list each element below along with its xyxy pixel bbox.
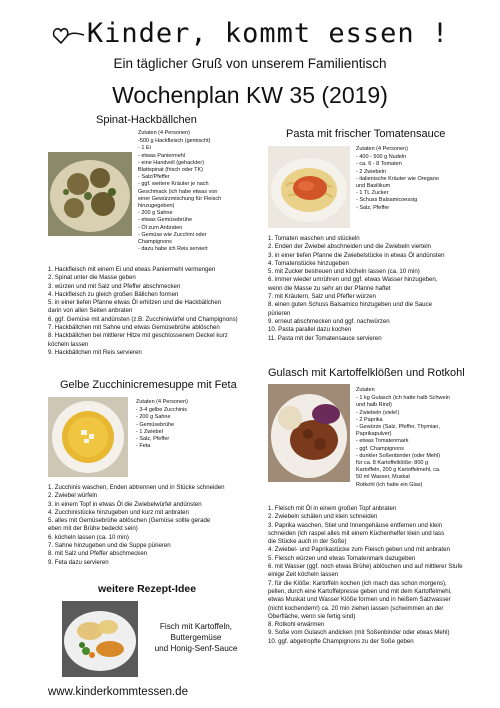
ingredients-pasta	[356, 146, 439, 212]
step-line: 9. erneut abschmecken und ggf. nachwürzen	[268, 317, 390, 325]
step-line: 8. Hackbällchen bei mittlerer Hitze mit geschlossenem Deckel kurz	[48, 332, 228, 340]
ingredient-line: - etwas Tomatenmark	[356, 438, 409, 445]
ingredient-line: - Schuss Balsamicoessig	[356, 197, 418, 204]
step-line: (nicht kochendem!) ca. 20 min ziehen lassen (schwimmen an der	[268, 604, 444, 612]
ingredient-line: - 3-4 gelbe Zucchinis	[136, 407, 188, 414]
step-line: 4. Hackfleisch zu gleich großen Bällchen formen	[48, 290, 179, 298]
soup-photo	[48, 397, 128, 477]
ingredient-line: - 400 - 500 g Nudeln	[356, 154, 407, 161]
ingredient-line: - dunkler Soßenbinder (oder Mehl)	[356, 452, 441, 459]
steps-pasta	[268, 235, 445, 343]
step-line: wenn die Masse zu sehr an der Pfanne haftet	[268, 284, 391, 292]
ingredient-line: - Gemüse wie Zucchini oder	[138, 231, 207, 238]
step-line: pürieren	[268, 309, 291, 317]
ingredient-line: und halb Rind)	[356, 402, 392, 409]
ingredients-suppe	[136, 399, 188, 450]
ingredient-line: - Salz/Pfeffer	[138, 174, 170, 181]
brand-name: Kinder, kommt essen !	[86, 18, 450, 49]
step-line: eben mit der Brühe bedeckt sein)	[48, 525, 138, 533]
ingredients-spinat	[138, 130, 221, 253]
extra-line: Fisch mit Kartoffeln,	[159, 622, 233, 631]
tagline: Ein täglicher Gruß von unserem Familientisch	[113, 56, 387, 71]
ingredient-line: - ca. 6 - 8 Tomaten	[356, 161, 402, 168]
ingredient-line: - 2 Zwiebeln	[356, 168, 386, 175]
ingredient-line: Blattspinat (frisch oder TK)	[138, 167, 204, 174]
step-line: 5. in einer tiefen Pfanne etwas Öl erhitzen und die Hackbällchen	[48, 299, 222, 307]
extra-line: Buttergemüse	[170, 633, 222, 642]
recipe-title-spinat: Spinat-Hackbällchen	[96, 114, 197, 126]
week-title: Wochenplan KW 35 (2019)	[112, 82, 388, 108]
step-line: 3. würzen und mit Salz und Pfeffer abschmecken	[48, 282, 181, 290]
extra-recipe-text	[140, 621, 252, 654]
ingredient-line: Paprikapulver)	[356, 431, 392, 438]
ingredient-line: - eine Handvoll (gehackter)	[138, 159, 205, 166]
ingredients-heading: Zutaten (4 Personen)	[356, 146, 408, 152]
step-line: die Stücke auch in der Soße)	[268, 538, 347, 546]
ingredient-line: - italienische Kräuter wie Oregano	[356, 175, 439, 182]
ingredient-line: -500 g Hackfleisch (gemischt)	[138, 138, 211, 145]
step-line: 7. Hackbällchen mit Sahne und etwas Gemüsebrühe ablöschen	[48, 324, 220, 332]
step-line: 7. für die Klöße: Kartoffeln kochen (ich mach das schon morgens),	[268, 579, 447, 587]
step-line: 1. Zucchinis waschen, Enden abtrennen und in Stücke schneiden	[48, 484, 225, 491]
ingredient-line: 50 ml Wasser, Muskat	[356, 474, 410, 481]
step-line: 6. mit Wasser (ggf. noch etwas Brühe) ablöschen und auf mittlerer Stufe	[268, 563, 463, 571]
ingredient-line: - Gewürze (Salz, Pfeffer, Thymian,	[356, 424, 440, 431]
ingredient-line: einer Gewürzmischung für Fleisch	[138, 195, 222, 202]
step-line: 8. mit Salz und Pfeffer abschmecken	[48, 550, 148, 558]
ingredient-line: hinzugegeben)	[138, 203, 175, 210]
step-line: darin von allen Seiten anbraten	[48, 307, 133, 315]
step-line: 9. Feta dazu servieren	[48, 558, 109, 566]
ingredients-gulasch	[356, 387, 450, 489]
ingredient-line: - etwas Paniermehl	[138, 152, 186, 159]
pasta-photo	[268, 146, 350, 228]
ingredients-heading: Zutaten (4 Personen)	[136, 399, 188, 405]
step-line: 2. Spinat unter die Masse geben	[48, 274, 136, 282]
steps-spinat	[48, 266, 238, 357]
ingredient-line: - ggf. weitere Kräuter je nach	[138, 181, 209, 188]
ingredient-line: - 1 kg Gulasch (ich hatte halb Schwein	[356, 395, 450, 402]
step-line: 9. Soße vom Gulasch andicken (mit Soßenbinder oder etwas Mehl)	[268, 629, 450, 637]
ingredient-line: - Salz, Pfeffer	[136, 436, 170, 443]
heart-icon	[51, 24, 85, 46]
step-line: einige Zeit köcheln lassen	[268, 571, 339, 579]
step-line: Oberfläche, wenn sie fertig sind)	[268, 612, 356, 620]
step-line: 8. Rotkohl erwärmen	[268, 621, 325, 629]
ingredient-line: - dazu habe ich Reis serviert	[138, 246, 208, 253]
step-line: 7. Sahne hinzugeben und die Suppe pürieren	[48, 542, 171, 550]
ingredient-line: - Feta	[136, 443, 151, 450]
step-line: 10. Pasta parallel dazu kochen	[268, 326, 352, 334]
fish-photo	[62, 601, 138, 677]
recipe-title-suppe: Gelbe Zucchinicremesuppe mit Feta	[60, 379, 237, 391]
goulash-photo	[268, 384, 350, 482]
ingredient-line: Kartoffeln, 200 g Kartoffelmehl, ca.	[356, 467, 441, 474]
ingredient-line: Geschmack (ich habe etwas von	[138, 188, 218, 195]
step-line: 4. Zwiebel- und Paprikastücke zum Fleisch geben und mit anbraten	[268, 546, 450, 554]
step-line: 5. Fleisch würzen und etwas Tomatenmark dazugeben	[268, 554, 416, 562]
step-line: pellen, durch eine Kartoffelpresse geben und mit dem Kartoffelmehl,	[268, 587, 452, 595]
meatball-photo	[48, 152, 132, 236]
step-line: 1. Tomaten waschen und stückeln	[268, 235, 360, 242]
ingredient-line: - 2 Paprika	[356, 416, 383, 423]
step-line: 2. Enden der Zwiebel abschneiden und die Zwiebeln vierteln	[268, 243, 431, 251]
step-line: 6. immer wieder umrühren und ggf. etwas Wasser hinzugeben,	[268, 276, 438, 284]
extra-recipe-heading: weitere Rezept-Idee	[98, 583, 197, 595]
ingredient-line: - Zwiebeln (viele!)	[356, 409, 400, 416]
ingredient-line: - etwas Gemüsebrühe	[138, 217, 193, 224]
step-line: 11. Pasta mit der Tomatensauce servieren	[268, 334, 382, 342]
recipe-title-gulasch: Gulasch mit Kartoffelklößen und Rotkohl	[268, 367, 465, 379]
step-line: 7. mit Kräutern, Salz und Pfeffer würzen	[268, 293, 376, 301]
ingredient-line: Rotkohl (ich hatte ein Glas)	[356, 481, 423, 488]
step-line: 3. Paprika waschen, Stiel und Innengehäuse entfernen und klein	[268, 521, 443, 529]
step-line: köcheln lassen	[48, 340, 89, 348]
step-line: 8. einen guten Schuss Balsamico hinzugeben und die Sauce	[268, 301, 432, 309]
ingredients-heading: Zutaten (4 Personen)	[138, 130, 190, 136]
ingredient-line: - Öl zum Anbraten	[138, 224, 183, 231]
ingredient-line: - ggf. Champignons	[356, 445, 404, 452]
ingredient-line: für ca. 8 Kartoffelklöße: 800 g	[356, 460, 429, 467]
step-line: 1. Fleisch mit Öl in einem großen Topf anbraten	[268, 505, 397, 512]
ingredient-line: - 1 Ei	[138, 145, 151, 152]
ingredient-line: und Basilikum	[356, 183, 391, 190]
step-line: 5. mit Zucker bestreuen und köcheln lassen (ca. 10 min)	[268, 268, 420, 276]
ingredient-line: - 200 g Sahne	[138, 210, 173, 217]
step-line: etwas Muskat und Wasser Klöße formen und in heißem Salzwasser	[268, 596, 451, 604]
brand-logo	[0, 18, 500, 49]
step-line: 10. ggf. abgetropfte Champignons zu der Soße geben	[268, 637, 414, 645]
step-line: 4. Tomatenstücke hinzugeben	[268, 259, 349, 267]
recipe-title-pasta: Pasta mit frischer Tomatensauce	[286, 128, 446, 140]
extra-line: und Honig-Senf-Sauce	[154, 644, 238, 653]
step-line: 9. Hackbällchen mit Reis servieren	[48, 348, 142, 356]
steps-suppe	[48, 484, 225, 567]
step-line: 2. Zwiebel würfeln	[48, 492, 98, 500]
step-line: 6. köcheln lassen (ca. 10 min)	[48, 533, 129, 541]
step-line: 2. Zwiebeln schälen und klein schneiden	[268, 513, 378, 521]
steps-gulasch	[268, 505, 463, 646]
step-line: 3. in einem Topf in etwas Öl die Zwiebelwürfel andünsten	[48, 500, 202, 508]
step-line: 4. Zucchinistücke hinzugeben und kurz mit anbraten	[48, 508, 189, 516]
step-line: 6. ggf. Gemüse mit andünsten (z.B. Zucchiniwürfel und Champignons)	[48, 315, 238, 323]
ingredient-line: - Gemüsebrühe	[136, 421, 175, 428]
ingredient-line: - 1 TL Zucker	[356, 190, 389, 197]
ingredient-line: Champignons	[138, 239, 172, 246]
step-line: 3. in einer tiefen Pfanne die Zwiebelstücke in etwas Öl andünsten	[268, 251, 445, 259]
step-line: schneiden (ich raspel alles mit einem Küchenhelfer klein und lass	[268, 529, 445, 537]
step-line: 1. Hackfleisch mit einem Ei und etwas Paniermehl vermengen	[48, 266, 216, 273]
website-link[interactable]: www.kinderkommtessen.de	[48, 686, 188, 698]
ingredient-line: - 1 Zwiebel	[136, 428, 163, 435]
ingredient-line: - 200 g Sahne	[136, 414, 171, 421]
ingredient-line: - Salz, Pfeffer	[356, 204, 390, 211]
ingredients-heading: Zutaten	[356, 387, 375, 393]
step-line: 5. alles mit Gemüsebrühe ablöschen (Gemüse sollte gerade	[48, 517, 211, 525]
